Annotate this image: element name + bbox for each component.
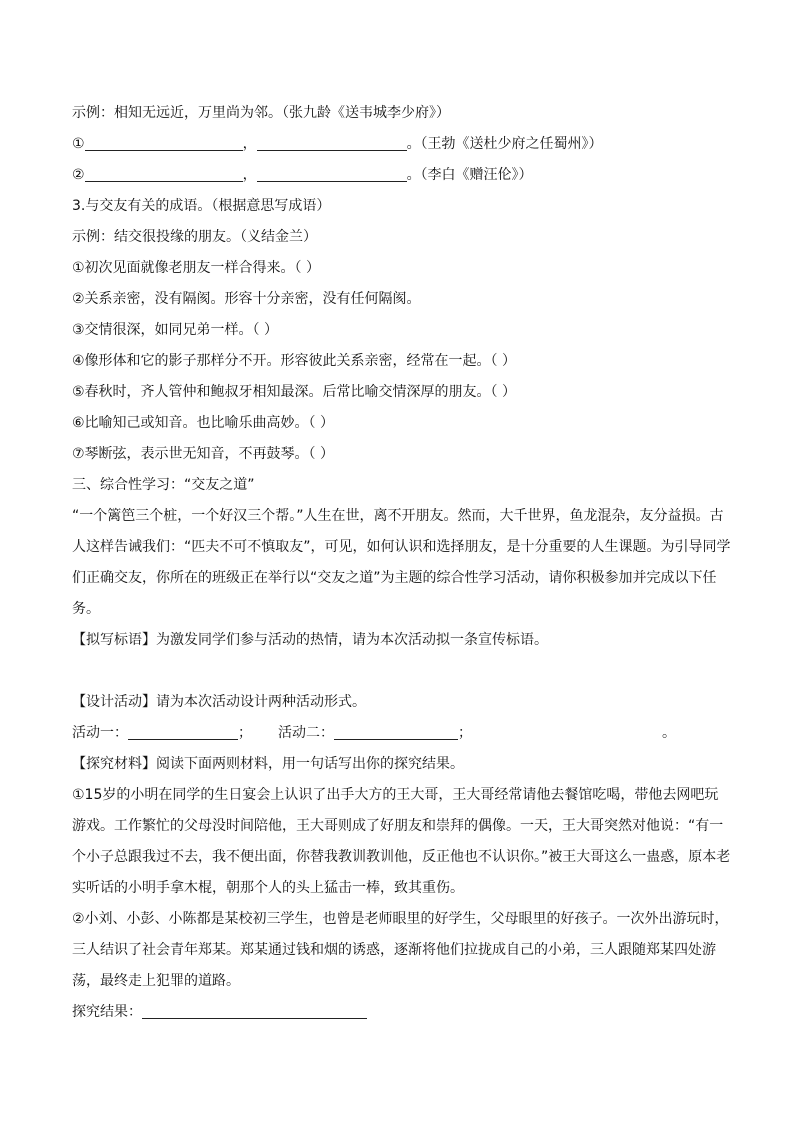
material-2: ②小刘、小彭、小陈都是某校初三学生，也曾是老师眼里的好学生，父母眼里的好孩子。一次外出游玩时，三人结识了社会青年郑某。郑某通过钱和烟的诱惑，逐渐将他们拉拢成自己的小弟，三人跟随郑某四处游荡，最终走上犯罪的道路。 bbox=[72, 911, 729, 989]
idiom-item-5: ⑤春秋时，齐人管仲和鲍叔牙相知最深。后常比喻交情深厚的朋友。（ ） bbox=[72, 384, 516, 400]
answer-blank[interactable] bbox=[85, 134, 243, 151]
section-title: 三、综合性学习：“交友之道” bbox=[72, 477, 255, 493]
poem-example: 示例：相知无远近，万里尚为邻。（张九龄《送韦城李少府》） bbox=[72, 105, 450, 121]
idiom-item-6: ⑥比喻知己或知音。也比喻乐曲高妙。（ ） bbox=[72, 415, 334, 431]
answer-blank[interactable] bbox=[257, 165, 407, 182]
idiom-example: 示例：结交很投缘的朋友。（义结金兰） bbox=[72, 229, 317, 245]
slogan-task: 【拟写标语】为激发同学们参与活动的热情，请为本次活动拟一条宣传标语。 bbox=[72, 632, 548, 648]
material-1: ①15岁的小明在同学的生日宴会上认识了出手大方的王大哥，王大哥经常请他去餐馆吃喝，带他去网吧玩游戏。工作繁忙的父母没时间陪他，王大哥则成了好朋友和崇拜的偶像。一天，王大哥突然对他说：“有一个小子总跟我过不去，我不便出面，你替我教训教训他，反正他也不认识你。”被王大哥这么一蛊惑，原本老实听话的小明手拿木棍，朝那个人的头上猛击一棒，致其重伤。 bbox=[72, 787, 731, 896]
document-content bbox=[72, 98, 732, 1028]
slogan-answer-space[interactable] bbox=[72, 656, 732, 687]
activity2-blank[interactable] bbox=[334, 723, 458, 740]
answer-blank[interactable] bbox=[257, 134, 407, 151]
poem-question-1: ① ， 。（王勃《送杜少府之任蜀州》） bbox=[72, 136, 603, 152]
explore-task: 【探究材料】阅读下面两则材料，用一句话写出你的探究结果。 bbox=[72, 756, 464, 772]
idiom-item-1: ①初次见面就像老朋友一样合得来。（ ） bbox=[72, 260, 320, 276]
activity-extra-blank[interactable] bbox=[472, 724, 662, 740]
design-task: 【设计活动】请为本次活动设计两种活动形式。 bbox=[72, 694, 366, 710]
result-line: 探究结果： bbox=[72, 997, 732, 1028]
section-intro: “一个篱笆三个桩，一个好汉三个帮。”人生在世，离不开朋友。然而，大千世界，鱼龙混杂，友分益损。古人这样告诫我们：“匹夫不可不慎取友”，可见，如何认识和选择朋友，是十分重要的人生课题。为引导同学们正确交友，你所在的班级正在举行以“交友之道”为主题的综合性学习活动，请你积极参加并完成以下任务。 bbox=[72, 508, 731, 617]
idiom-item-3: ③交情很深，如同兄弟一样。（ ） bbox=[72, 322, 279, 338]
answer-blank[interactable] bbox=[85, 165, 243, 182]
idiom-item-2: ②关系亲密，没有隔阂。形容十分亲密，没有任何隔阂。 bbox=[72, 291, 421, 307]
activity-line: 活动一： ； 活动二： ； 。 bbox=[72, 725, 676, 741]
result-blank[interactable] bbox=[142, 1002, 367, 1019]
idiom-item-4: ④像形体和它的影子那样分不开。形容彼此关系亲密，经常在一起。（ ） bbox=[72, 353, 516, 369]
activity1-blank[interactable] bbox=[128, 723, 238, 740]
idiom-heading: 3.与交友有关的成语。（根据意思写成语） bbox=[72, 198, 331, 214]
poem-question-2: ② ， 。（李白《赠汪伦》） bbox=[72, 167, 533, 183]
idiom-item-7: ⑦琴断弦，表示世无知音，不再鼓琴。（ ） bbox=[72, 446, 334, 462]
